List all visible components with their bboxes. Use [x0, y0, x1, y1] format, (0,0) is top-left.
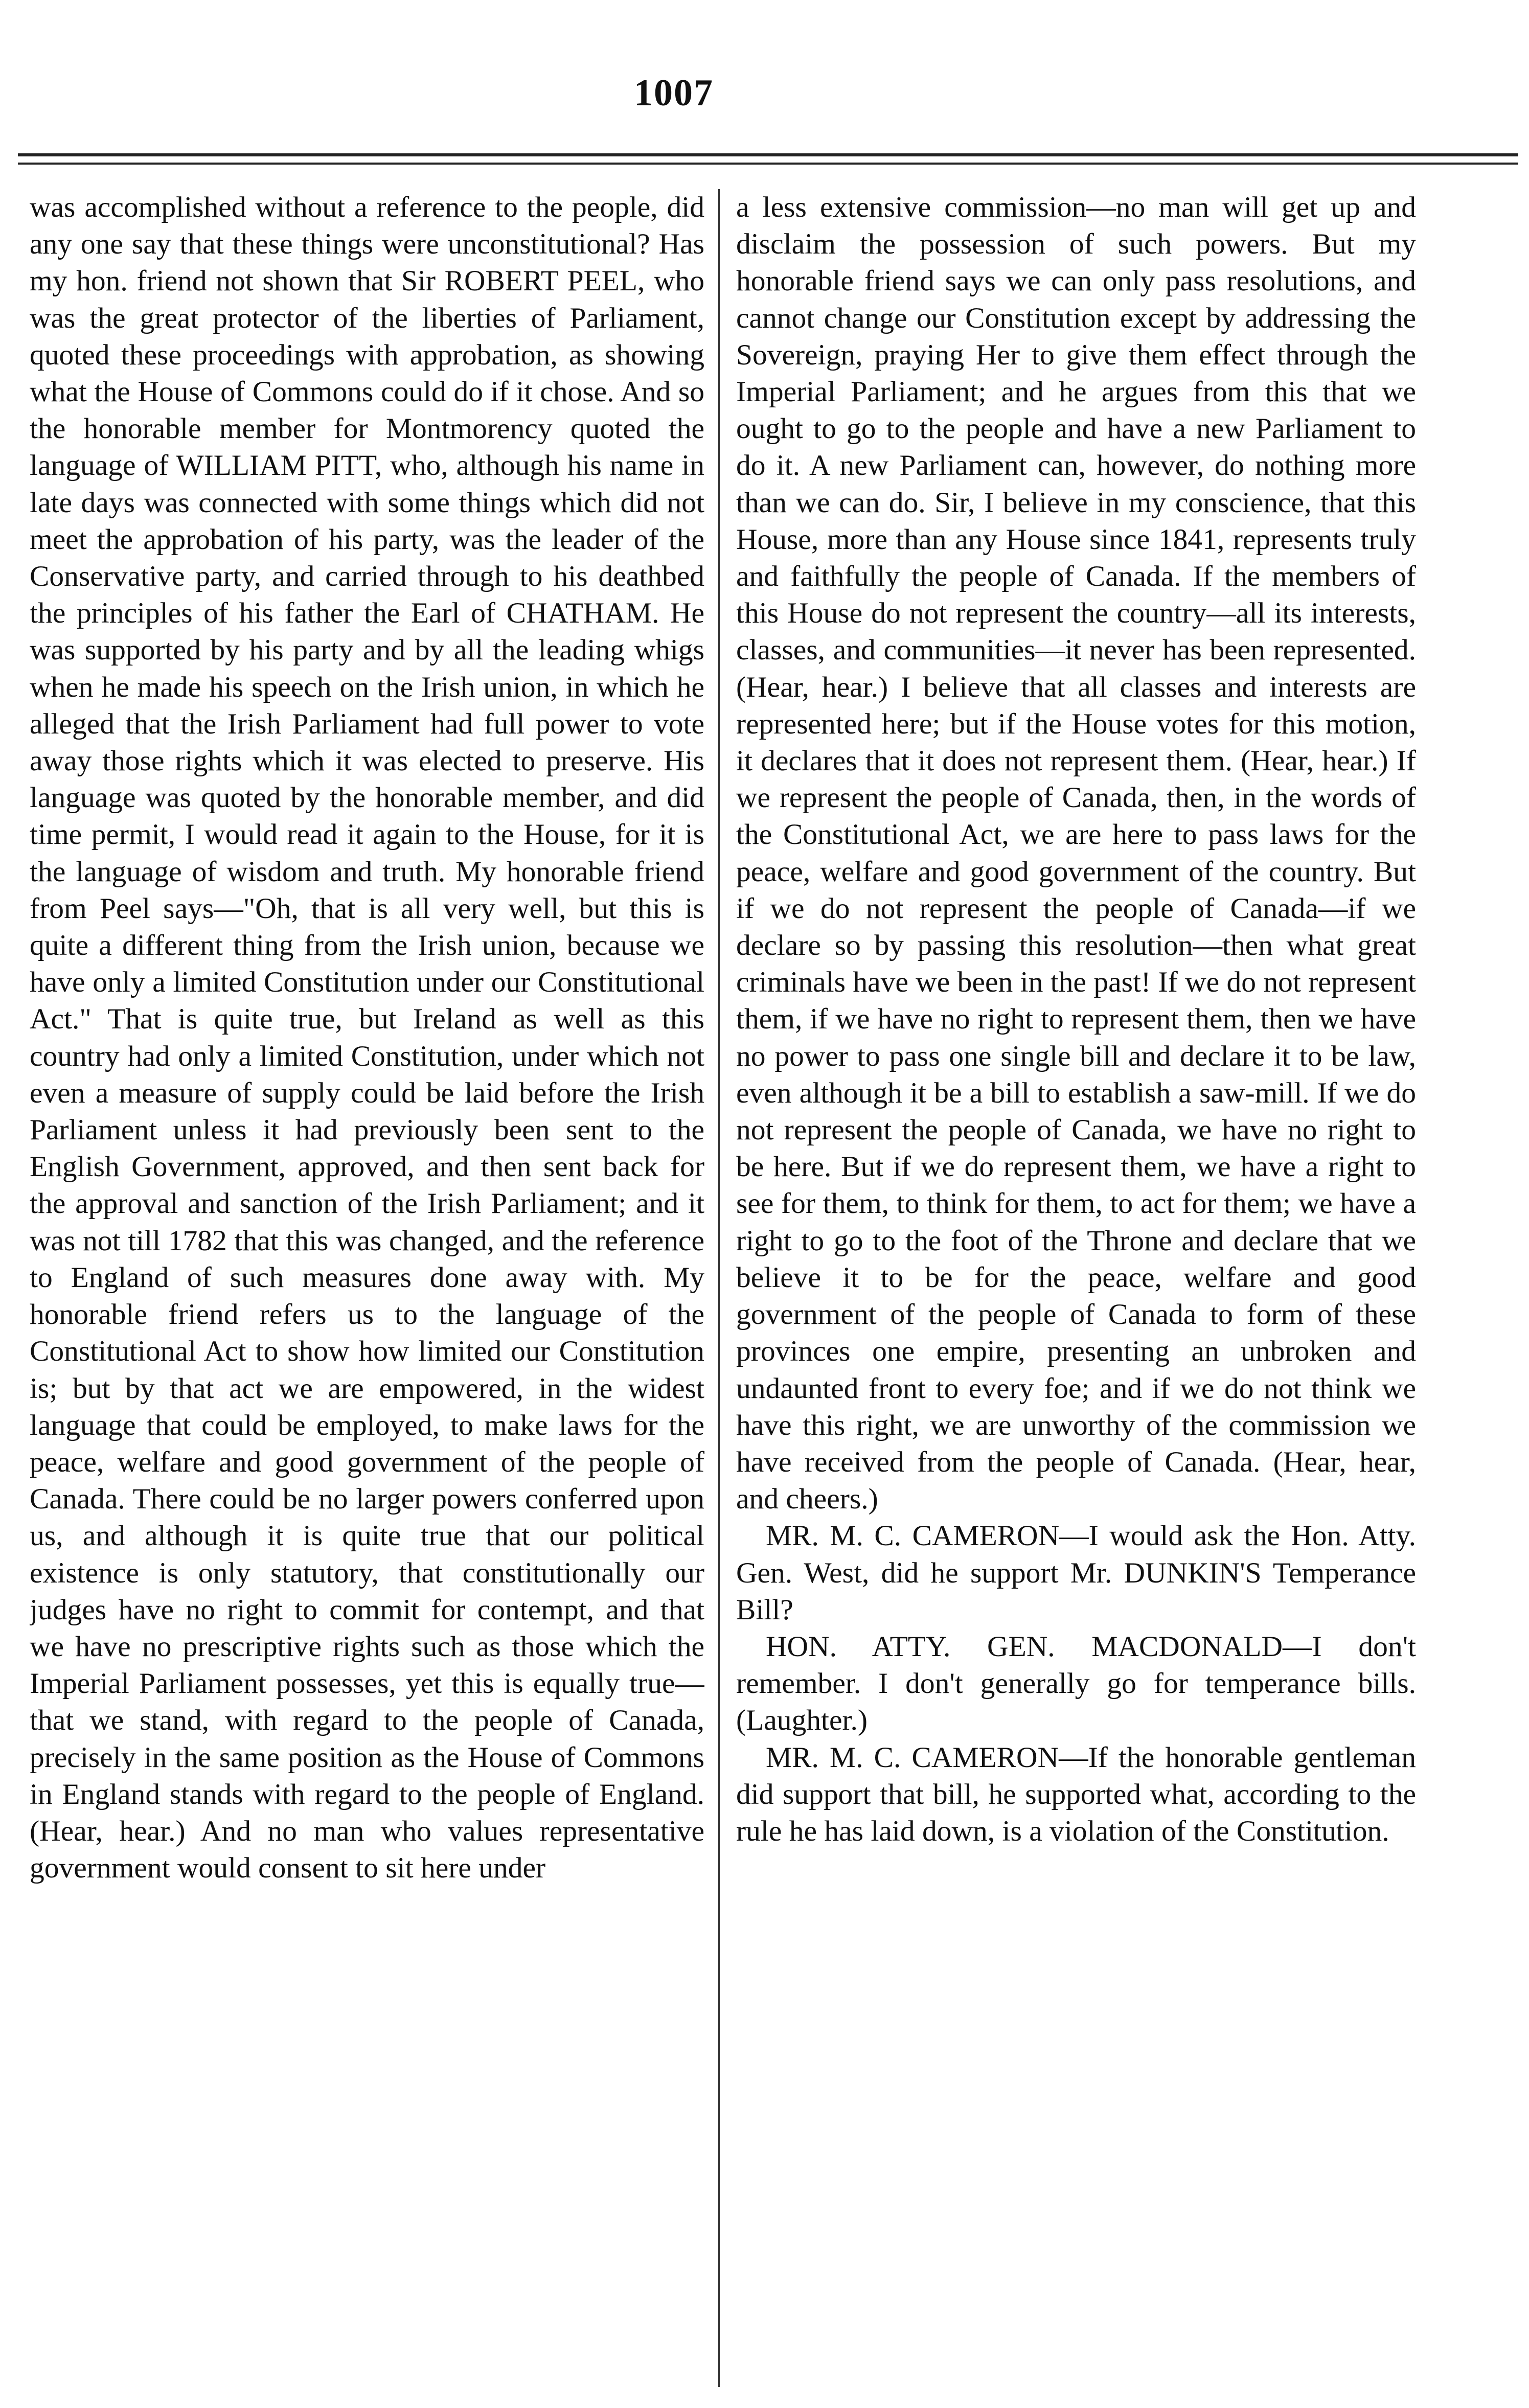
left-paragraph: was accomplished without a reference to the people, did any one say that these things were unconstitutional? Has my hon. friend not shown that Sir ROBERT PEEL, who was the great protector of the liberties of Parliament, quoted these proceedings with approbation, as showing what the House of Commons could do if it chose. And so the honorable member for Montmorency quoted the language of WILLIAM PITT, who, although his name in late days was connected with some things which did not meet the approbation of his party, was the leader of the Conservative party, and carried through to his deathbed the principles of his father the Earl of CHATHAM. He was supported by his party and by all the leading whigs when he made his speech on the Irish union, in which he alleged that the Irish Parliament had full power to vote away those rights which it was elected to preserve. His language was quoted by the honorable member, and did time permit, I would read it again to the House, for it is the language of wisdom and truth. My honorable friend from Peel says—"Oh, that is all very well, but this is quite a different thing from the Irish union, because we have only a limited Constitution under our Constitutional Act." That is quite true, but Ireland as well as this country had only a limited Constitution, under which not even a measure of supply could be laid before the Irish Parliament unless it had previously been sent to the English Government, approved, and then sent back for the approval and sanction of the Irish Parliament; and it was not till 1782 that this was changed, and the reference to England of such measures done away with. My honorable friend refers us to the language of the Constitutional Act to show how limited our Constitution is; but by that act we are empowered, in the widest language that could be employed, to make laws for the peace, welfare and good government of the people of Canada. There could be no larger powers conferred upon us, and although it is quite true that our political existence is only statutory, that constitutionally our judges have no right to commit for contempt, and that we have no prescriptive rights such as those which the Imperial Parliament possesses, yet this is equally true—that we stand, with regard to the people of Canada, precisely in the same position as the House of Commons in England stands with regard to the people of England. (Hear, hear.) And no man who values representative government would consent to sit here under: [30, 191, 704, 1885]
column-divider: [718, 189, 720, 2387]
page-number: 1007: [634, 72, 714, 114]
right-paragraph-cameron-question: MR. M. C. CAMERON—I would ask the Hon. Atty. Gen. West, did he support Mr. DUNKIN'S Temperance Bill?: [736, 1520, 1416, 1626]
right-paragraph-cameron-reply: MR. M. C. CAMERON—If the honorable gentleman did support that bill, he supported what, according to the rule he has laid down, is a violation of the Constitution.: [736, 1741, 1416, 1847]
right-column: [736, 189, 1416, 2387]
header-rule-thin: [18, 163, 1518, 165]
header-rule-thick: [18, 153, 1518, 156]
right-paragraph-speech: a less extensive commission—no man will get up and disclaim the possession of such powers. But my honorable friend says we can only pass resolutions, and cannot change our Constitution except by addressing the Sovereign, praying Her to give them effect through the Imperial Parliament; and he argues from this that we ought to go to the people and have a new Parliament to do it. A new Parliament can, however, do nothing more than we can do. Sir, I believe in my conscience, that this House, more than any House since 1841, represents truly and faithfully the people of Canada. If the members of this House do not represent the country—all its interests, classes, and communities—it never has been represented. (Hear, hear.) I believe that all classes and interests are represented here; but if the House votes for this motion, it declares that it does not represent them. (Hear, hear.) If we represent the people of Canada, then, in the words of the Constitutional Act, we are here to pass laws for the peace, welfare and good government of the country. But if we do not represent the people of Canada—if we declare so by passing this resolution—then what great criminals have we been in the past! If we do not represent them, if we have no right to represent them, then we have no power to pass one single bill and declare it to be law, even although it be a bill to establish a saw-mill. If we do not represent the people of Canada, we have no right to be here. But if we do represent them, we have a right to see for them, to think for them, to act for them; we have a right to go to the foot of the Throne and declare that we believe it to be for the peace, welfare and good government of the people of Canada to form of these provinces one empire, presenting an unbroken and undaunted front to every foe; and if we do not think we have this right, we are unworthy of the commission we have received from the people of Canada. (Hear, hear, and cheers.): [736, 191, 1416, 1516]
left-column: [30, 189, 704, 2387]
right-paragraph-macdonald-reply: HON. ATTY. GEN. MACDONALD—I don't remember. I don't generally go for temperance bills. (Laughter.): [736, 1630, 1416, 1737]
